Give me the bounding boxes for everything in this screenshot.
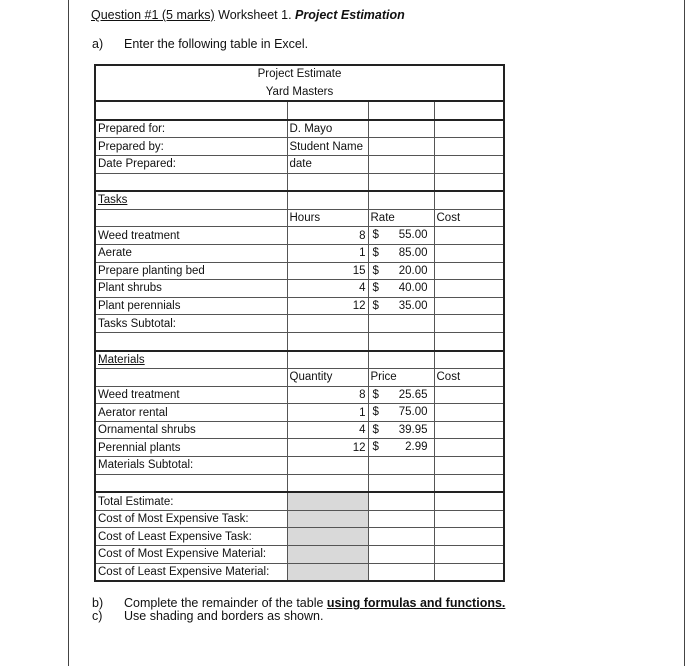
table-row: [95, 404, 504, 422]
most-expensive-task-label: Cost of Most Expensive Task:: [95, 510, 287, 528]
task-hours: 8: [287, 227, 368, 245]
material-qty: 8: [287, 386, 368, 404]
material-price: $ 2.99: [368, 439, 434, 457]
instruction-c-text: Use shading and borders as shown.: [124, 609, 324, 623]
task-rate: $ 55.00: [368, 227, 434, 245]
table-row: [95, 227, 504, 245]
material-qty: 4: [287, 421, 368, 439]
title-row-1: [95, 65, 504, 83]
prepared-by-label: Prepared by:: [95, 138, 287, 156]
task-name: Plant perennials: [95, 297, 287, 315]
info-row: [95, 138, 504, 156]
question-heading: [91, 8, 405, 22]
most-expensive-material-label: Cost of Most Expensive Material:: [95, 546, 287, 564]
title-row-2: [95, 83, 504, 101]
task-rate: $ 85.00: [368, 244, 434, 262]
tasks-header-row: [95, 209, 504, 227]
instruction-b-emphasis: using formulas and functions.: [326, 596, 506, 610]
instruction-c-label: c): [92, 609, 103, 623]
task-rate: $ 20.00: [368, 262, 434, 280]
material-qty: 1: [287, 404, 368, 422]
date-label: Date Prepared:: [95, 155, 287, 173]
table-row: [95, 244, 504, 262]
materials-subtotal-row: [95, 457, 504, 475]
prepared-by-value: Student Name: [287, 138, 368, 156]
task-hours: 4: [287, 280, 368, 298]
materials-header-row: [95, 369, 504, 387]
instruction-a-label: a): [92, 37, 104, 51]
summary-row: [95, 528, 504, 546]
task-name: Aerate: [95, 244, 287, 262]
hours-header: Hours: [287, 209, 368, 227]
tasks-subtotal-row: [95, 315, 504, 333]
estimate-table: [94, 64, 505, 582]
least-expensive-task-label: Cost of Least Expensive Task:: [95, 528, 287, 546]
blank-row: [95, 474, 504, 492]
material-name: Ornamental shrubs: [95, 421, 287, 439]
task-rate: $ 40.00: [368, 280, 434, 298]
table-row: [95, 421, 504, 439]
material-price: $ 25.65: [368, 386, 434, 404]
summary-row: [95, 510, 504, 528]
material-qty: 12: [287, 439, 368, 457]
materials-section-label: Materials: [95, 351, 287, 369]
task-name: Weed treatment: [95, 227, 287, 245]
total-estimate-label: Total Estimate:: [95, 492, 287, 510]
page-left-edge: [68, 0, 69, 666]
title-line-1: Project Estimate: [95, 65, 504, 83]
instruction-c: [92, 609, 323, 623]
task-name: Prepare planting bed: [95, 262, 287, 280]
worksheet-title: Project Estimation: [295, 8, 405, 22]
table-row: [95, 386, 504, 404]
blank-row: [95, 332, 504, 350]
material-name: Aerator rental: [95, 404, 287, 422]
task-hours: 1: [287, 244, 368, 262]
table-row: [95, 262, 504, 280]
least-expensive-material-label: Cost of Least Expensive Material:: [95, 563, 287, 581]
material-name: Weed treatment: [95, 386, 287, 404]
material-price: $ 39.95: [368, 421, 434, 439]
info-row: [95, 155, 504, 173]
task-hours: 15: [287, 262, 368, 280]
material-name: Perennial plants: [95, 439, 287, 457]
tasks-section-label: Tasks: [95, 191, 287, 209]
task-name: Plant shrubs: [95, 280, 287, 298]
instruction-a-text: Enter the following table in Excel.: [124, 37, 309, 51]
task-hours: 12: [287, 297, 368, 315]
material-cost-header: Cost: [434, 369, 504, 387]
question-label: Question #1 (5 marks): [91, 8, 215, 22]
table-row: [95, 439, 504, 457]
tasks-section-row: [95, 191, 504, 209]
quantity-header: Quantity: [287, 369, 368, 387]
summary-row: [95, 492, 504, 510]
price-header: Price: [368, 369, 434, 387]
table-row: [95, 280, 504, 298]
material-price: $ 75.00: [368, 404, 434, 422]
blank-row: [95, 173, 504, 191]
materials-subtotal-label: Materials Subtotal:: [95, 457, 287, 475]
blank-row: [95, 101, 504, 120]
task-cost-header: Cost: [434, 209, 504, 227]
worksheet-prefix: Worksheet 1.: [214, 8, 296, 22]
summary-row: [95, 563, 504, 581]
summary-row: [95, 546, 504, 564]
info-row: [95, 120, 504, 138]
instruction-b-text: Complete the remainder of the table: [124, 596, 327, 610]
prepared-for-label: Prepared for:: [95, 120, 287, 138]
tasks-subtotal-label: Tasks Subtotal:: [95, 315, 287, 333]
instruction-b: [92, 596, 505, 610]
prepared-for-value: D. Mayo: [287, 120, 368, 138]
title-line-2: Yard Masters: [95, 83, 504, 101]
rate-header: Rate: [368, 209, 434, 227]
task-rate: $ 35.00: [368, 297, 434, 315]
table-row: [95, 297, 504, 315]
instruction-b-label: b): [92, 596, 104, 610]
page-right-edge: [684, 0, 685, 666]
materials-section-row: [95, 351, 504, 369]
date-value: date: [287, 155, 368, 173]
instruction-a: [92, 37, 308, 51]
